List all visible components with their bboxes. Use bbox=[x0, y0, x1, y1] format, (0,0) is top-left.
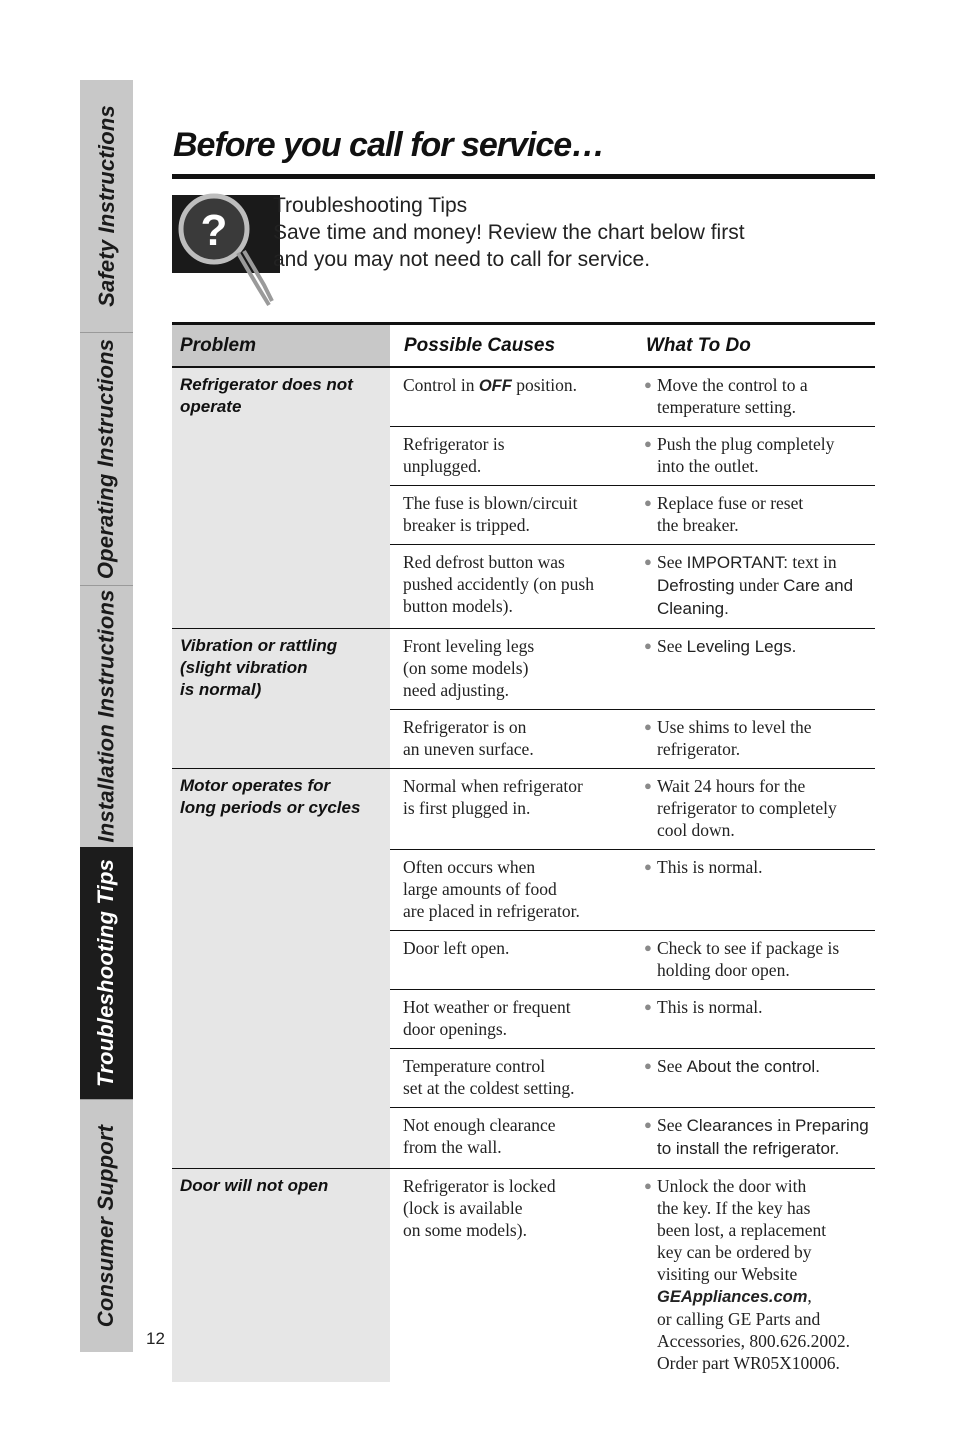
todo-cell bbox=[630, 990, 875, 1049]
todo-line: cool down. bbox=[657, 820, 735, 840]
website-link[interactable]: GEAppliances.com bbox=[657, 1288, 808, 1306]
cause-cell bbox=[390, 1108, 630, 1169]
todo-text: See bbox=[657, 552, 687, 572]
todo-cell bbox=[630, 769, 875, 850]
todo-cell bbox=[630, 486, 875, 545]
cause-line: Normal when refrigerator bbox=[403, 776, 583, 796]
table-row bbox=[172, 367, 875, 427]
todo-line: or calling GE Parts and bbox=[657, 1309, 821, 1329]
problem-line: Door will not open bbox=[180, 1176, 329, 1195]
bullet-icon: ● bbox=[644, 495, 652, 510]
tab-label: Installation Instructions bbox=[93, 589, 119, 843]
todo-line: the breaker. bbox=[657, 515, 739, 535]
intro-text bbox=[273, 192, 833, 273]
intro-line: and you may not need to call for service. bbox=[273, 248, 651, 271]
cause-line: on some models). bbox=[403, 1220, 527, 1240]
cause-line: button models). bbox=[403, 596, 513, 616]
todo-text: See bbox=[657, 1056, 687, 1076]
cause-line: Front leveling legs bbox=[403, 636, 535, 656]
todo-line: Check to see if package is bbox=[657, 938, 840, 958]
cause-cell bbox=[390, 545, 630, 629]
todo-line: Replace fuse or reset bbox=[657, 493, 804, 513]
todo-cell bbox=[630, 710, 875, 769]
off-label: OFF bbox=[478, 377, 512, 395]
reference-link: Cleaning bbox=[657, 599, 725, 618]
bullet-icon: ● bbox=[644, 940, 652, 955]
cause-line: set at the coldest setting. bbox=[403, 1078, 575, 1098]
cause-line: large amounts of food bbox=[403, 879, 557, 899]
problem-line: Motor operates for bbox=[180, 776, 331, 795]
side-tab-bar bbox=[80, 80, 133, 1352]
todo-line: Move the control to a bbox=[657, 375, 808, 395]
todo-line: been lost, a replacement bbox=[657, 1220, 827, 1240]
tab-consumer-support[interactable] bbox=[80, 1099, 133, 1352]
todo-line: temperature setting. bbox=[657, 397, 796, 417]
cause-line: (on some models) bbox=[403, 658, 529, 678]
reference-link: to install the refrigerator bbox=[657, 1139, 835, 1158]
cause-line: Not enough clearance bbox=[403, 1115, 556, 1135]
table-header-row bbox=[172, 324, 875, 368]
question-magnifier-icon bbox=[172, 189, 280, 313]
todo-text: text in bbox=[788, 552, 837, 572]
table-row bbox=[172, 1169, 875, 1383]
cause-cell bbox=[390, 931, 630, 990]
cause-line: Often occurs when bbox=[403, 857, 536, 877]
reference-link: Defrosting bbox=[657, 576, 735, 595]
bullet-icon: ● bbox=[644, 1058, 652, 1073]
cause-text: position. bbox=[511, 375, 577, 395]
todo-cell bbox=[630, 931, 875, 990]
bullet-icon: ● bbox=[644, 1117, 652, 1132]
reference-link: Leveling Legs bbox=[686, 637, 792, 656]
cause-line: Door left open. bbox=[403, 938, 510, 958]
cause-line: Refrigerator is locked bbox=[403, 1176, 556, 1196]
todo-line: key can be ordered by bbox=[657, 1242, 812, 1262]
problem-line: long periods or cycles bbox=[180, 798, 361, 817]
troubleshooting-table bbox=[172, 322, 875, 1382]
cause-line: Red defrost button was bbox=[403, 552, 565, 572]
todo-line: This is normal. bbox=[657, 857, 763, 877]
problem-line: Vibration or rattling bbox=[180, 636, 338, 655]
bullet-icon: ● bbox=[644, 999, 652, 1014]
todo-line: refrigerator to completely bbox=[657, 798, 837, 818]
todo-line: visiting our Website bbox=[657, 1264, 798, 1284]
bullet-icon: ● bbox=[644, 719, 652, 734]
todo-line: Push the plug completely bbox=[657, 434, 835, 454]
header-what-to-do: What To Do bbox=[630, 324, 875, 368]
todo-line: refrigerator. bbox=[657, 739, 741, 759]
page-number: 12 bbox=[146, 1329, 165, 1348]
bullet-icon: ● bbox=[644, 778, 652, 793]
cause-line: Hot weather or frequent bbox=[403, 997, 571, 1017]
reference-link: IMPORTANT: bbox=[686, 553, 789, 572]
todo-text: See bbox=[657, 1115, 687, 1135]
todo-cell bbox=[630, 850, 875, 931]
intro-heading: Troubleshooting Tips bbox=[273, 194, 468, 217]
bullet-icon: ● bbox=[644, 377, 652, 392]
cause-line: pushed accidently (on push bbox=[403, 574, 594, 594]
cause-line: unplugged. bbox=[403, 456, 482, 476]
cause-line: is first plugged in. bbox=[403, 798, 531, 818]
todo-text: . bbox=[791, 637, 797, 656]
cause-text: Control in bbox=[403, 375, 479, 395]
problem-cell bbox=[172, 367, 390, 629]
todo-text: . bbox=[815, 1057, 820, 1076]
cause-cell bbox=[390, 1049, 630, 1108]
table-row bbox=[172, 629, 875, 710]
header-possible-causes: Possible Causes bbox=[390, 324, 630, 368]
tab-label: Safety Instructions bbox=[93, 105, 119, 307]
todo-text: See bbox=[657, 636, 687, 656]
cause-line: The fuse is blown/circuit bbox=[403, 493, 578, 513]
cause-cell bbox=[390, 1169, 630, 1383]
tab-label: Consumer Support bbox=[93, 1124, 119, 1327]
header-problem: Problem bbox=[172, 324, 390, 368]
reference-link: Clearances bbox=[686, 1116, 773, 1135]
problem-cell bbox=[172, 629, 390, 769]
todo-line: Order part WR05X10006. bbox=[657, 1353, 840, 1373]
problem-line: (slight vibration bbox=[180, 658, 308, 677]
cause-line: need adjusting. bbox=[403, 680, 509, 700]
reference-link: Preparing bbox=[795, 1116, 869, 1135]
cause-cell bbox=[390, 486, 630, 545]
bullet-icon: ● bbox=[644, 436, 652, 451]
tab-safety-instructions[interactable] bbox=[80, 80, 133, 333]
reference-link: Care and bbox=[783, 576, 854, 595]
cause-line: from the wall. bbox=[403, 1137, 502, 1157]
todo-cell bbox=[630, 427, 875, 486]
todo-cell bbox=[630, 1049, 875, 1108]
todo-cell bbox=[630, 367, 875, 427]
todo-cell bbox=[630, 1169, 875, 1383]
cause-line: door openings. bbox=[403, 1019, 508, 1039]
todo-text: . bbox=[724, 599, 729, 618]
cause-cell bbox=[390, 850, 630, 931]
cause-cell bbox=[390, 427, 630, 486]
cause-cell bbox=[390, 769, 630, 850]
bullet-icon: ● bbox=[644, 1178, 652, 1193]
tab-troubleshooting-tips[interactable] bbox=[80, 847, 133, 1100]
bullet-icon: ● bbox=[644, 554, 652, 569]
cause-cell bbox=[390, 629, 630, 710]
cause-line: breaker is tripped. bbox=[403, 515, 530, 535]
todo-cell bbox=[630, 1108, 875, 1169]
reference-link: About the control bbox=[686, 1057, 816, 1076]
problem-cell bbox=[172, 1169, 390, 1383]
todo-line: This is normal. bbox=[657, 997, 763, 1017]
cause-line: an uneven surface. bbox=[403, 739, 534, 759]
cause-cell bbox=[390, 710, 630, 769]
cause-line: Temperature control bbox=[403, 1056, 546, 1076]
cause-line: Refrigerator is on bbox=[403, 717, 527, 737]
bullet-icon: ● bbox=[644, 859, 652, 874]
table-row bbox=[172, 769, 875, 850]
todo-line: Use shims to level the bbox=[657, 717, 812, 737]
cause-line: (lock is available bbox=[403, 1198, 523, 1218]
problem-line: Refrigerator does not bbox=[180, 375, 353, 394]
cause-line: are placed in refrigerator. bbox=[403, 901, 580, 921]
todo-text: in bbox=[772, 1115, 796, 1135]
tab-operating-instructions[interactable] bbox=[80, 332, 133, 586]
title-rule bbox=[172, 174, 875, 179]
tab-installation-instructions[interactable] bbox=[80, 585, 133, 848]
cause-line: Refrigerator is bbox=[403, 434, 505, 454]
problem-line: operate bbox=[180, 397, 242, 416]
page-title: Before you call for service… bbox=[173, 126, 605, 164]
svg-text:?: ? bbox=[200, 206, 228, 255]
bullet-icon: ● bbox=[644, 638, 652, 653]
cause-cell bbox=[390, 990, 630, 1049]
todo-line: Accessories, 800.626.2002. bbox=[657, 1331, 850, 1351]
problem-cell bbox=[172, 769, 390, 1169]
todo-cell bbox=[630, 629, 875, 710]
todo-text: under bbox=[734, 575, 784, 595]
problem-line: is normal) bbox=[180, 680, 262, 699]
tab-label: Troubleshooting Tips bbox=[93, 858, 119, 1088]
todo-text: , bbox=[807, 1286, 812, 1306]
cause-cell bbox=[390, 367, 630, 427]
todo-line: Wait 24 hours for the bbox=[657, 776, 806, 796]
todo-line: the key. If the key has bbox=[657, 1198, 811, 1218]
intro-line: Save time and money! Review the chart below first bbox=[273, 221, 745, 244]
todo-line: holding door open. bbox=[657, 960, 790, 980]
tab-label: Operating Instructions bbox=[93, 338, 119, 579]
todo-cell bbox=[630, 545, 875, 629]
todo-line: Unlock the door with bbox=[657, 1176, 807, 1196]
todo-text: . bbox=[834, 1139, 840, 1158]
todo-line: into the outlet. bbox=[657, 456, 759, 476]
